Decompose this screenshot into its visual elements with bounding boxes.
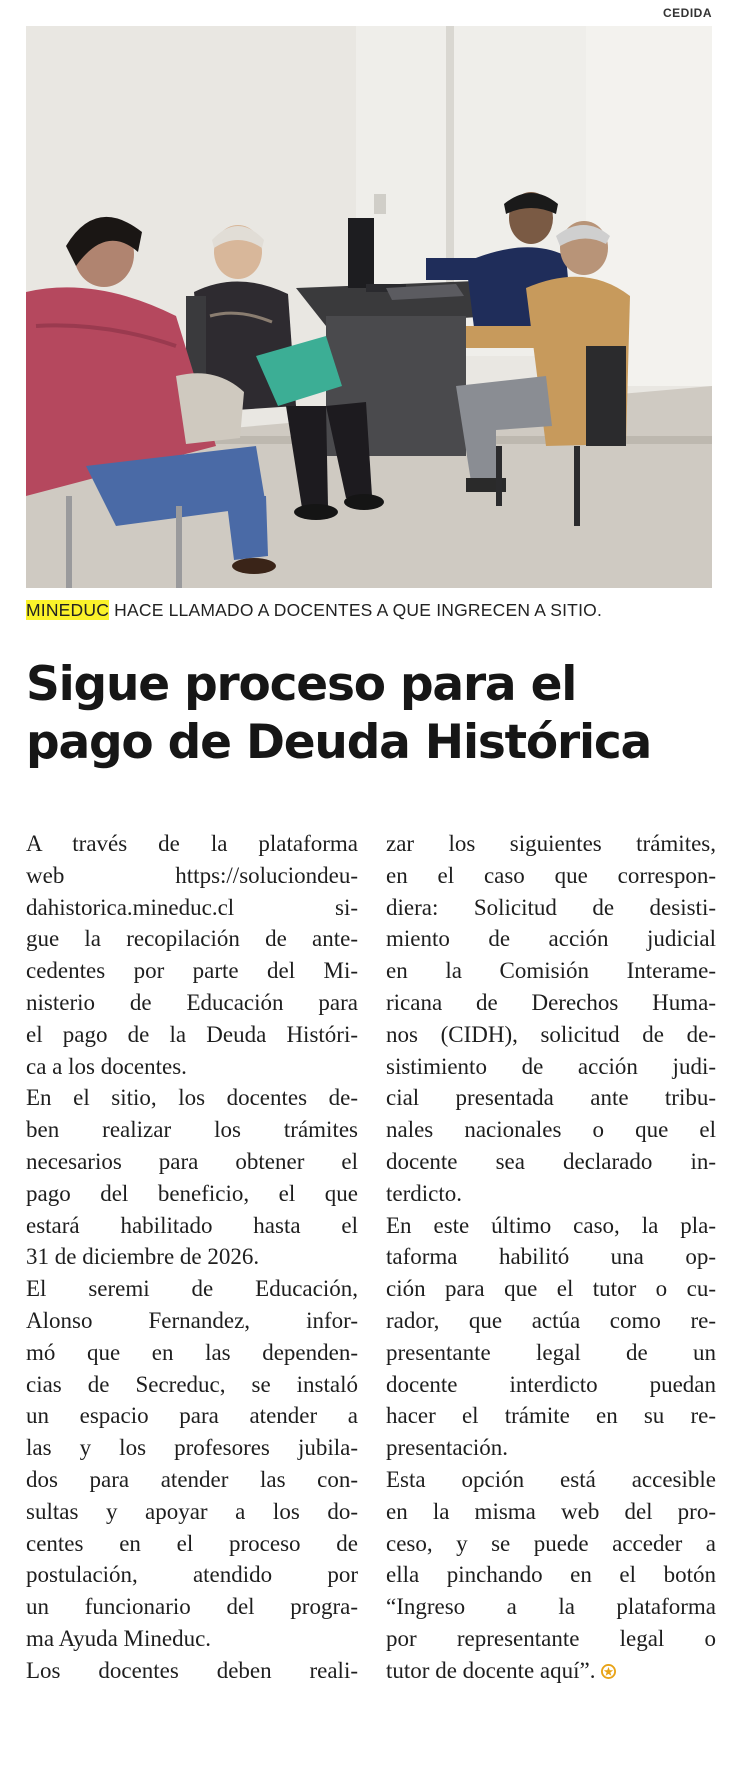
body-line-text: web https://soluciondeu- bbox=[26, 862, 358, 888]
body-line-text: dos para atender las con- bbox=[26, 1466, 358, 1492]
body-line-text: taforma habilitó una op- bbox=[386, 1244, 716, 1270]
body-line-text: un funcionario del progra- bbox=[26, 1594, 358, 1620]
article-photo bbox=[26, 26, 712, 588]
body-line bbox=[26, 1528, 358, 1560]
body-line bbox=[386, 1273, 716, 1305]
caption-text: HACE LLAMADO A DOCENTES A QUE INGRECEN A SITIO. bbox=[109, 600, 603, 620]
body-line bbox=[386, 1241, 716, 1273]
body-line-text: A través de la plataforma bbox=[26, 831, 358, 856]
body-line bbox=[386, 892, 716, 924]
body-line-text: El seremi de Educación, bbox=[26, 1276, 358, 1302]
body-line bbox=[386, 1464, 716, 1496]
body-line-text: presentación. bbox=[386, 1435, 508, 1461]
body-line-text: ben realizar los trámites bbox=[26, 1117, 358, 1143]
body-line-text: un espacio para atender a bbox=[26, 1403, 358, 1429]
body-line-text: zar los siguientes trámites, bbox=[386, 831, 716, 856]
body-line bbox=[26, 1400, 358, 1432]
body-line bbox=[26, 1082, 358, 1114]
body-line bbox=[26, 1146, 358, 1178]
body-line bbox=[26, 1273, 358, 1305]
body-line-text: “Ingreso a la plataforma bbox=[386, 1594, 716, 1620]
body-line-text: mó que en las dependen- bbox=[26, 1339, 358, 1365]
body-line-text: En este último caso, la pla- bbox=[386, 1212, 716, 1238]
body-line-text: en el caso que correspon- bbox=[386, 862, 716, 888]
body-line-text: centes en el proceso de bbox=[26, 1530, 358, 1556]
body-line-text: En el sitio, los docentes de- bbox=[26, 1085, 358, 1111]
body-line-text: ricana de Derechos Huma- bbox=[386, 989, 716, 1015]
body-line bbox=[386, 860, 716, 892]
body-line bbox=[386, 1655, 716, 1687]
body-line-text: ción para que el tutor o cu- bbox=[386, 1276, 716, 1302]
body-line-text: necesarios para obtener el bbox=[26, 1148, 358, 1174]
body-line bbox=[26, 1337, 358, 1369]
body-line-text: cias de Secreduc, se instaló bbox=[26, 1371, 358, 1397]
body-line-text: el pago de la Deuda Históri- bbox=[26, 1021, 358, 1047]
body-line-text: diera: Solicitud de desisti- bbox=[386, 894, 716, 920]
body-line-text: las y los profesores jubila- bbox=[26, 1435, 358, 1461]
body-line-text: sistimiento de acción judi- bbox=[386, 1053, 716, 1079]
body-line bbox=[26, 1305, 358, 1337]
body-line-text: Esta opción está accesible bbox=[386, 1466, 716, 1492]
body-line-text: rador, que actúa como re- bbox=[386, 1307, 716, 1333]
body-line bbox=[386, 828, 716, 860]
body-line-text: estará habilitado hasta el bbox=[26, 1212, 358, 1238]
body-line bbox=[386, 955, 716, 987]
body-line bbox=[26, 1496, 358, 1528]
body-line-text: ma Ayuda Mineduc. bbox=[26, 1625, 212, 1651]
body-line-text: postulación, atendido por bbox=[26, 1562, 358, 1588]
body-line-text: ceso, y se puede acceder a bbox=[386, 1530, 716, 1556]
body-line bbox=[386, 1369, 716, 1401]
body-line-text: en la Comisión Interame- bbox=[386, 958, 716, 984]
body-line bbox=[26, 1051, 358, 1083]
body-line bbox=[386, 1210, 716, 1242]
article-headline bbox=[26, 656, 716, 772]
body-line-text: sultas y apoyar a los do- bbox=[26, 1498, 358, 1524]
body-line bbox=[386, 1623, 716, 1655]
body-line-text: Alonso Fernandez, infor- bbox=[26, 1307, 358, 1333]
body-line-text: pago del beneficio, el que bbox=[26, 1180, 358, 1206]
body-line-text: tutor de docente aquí”. bbox=[386, 1657, 596, 1683]
body-line bbox=[386, 1146, 716, 1178]
body-line bbox=[26, 1241, 358, 1273]
body-line-text: docente interdicto puedan bbox=[386, 1371, 716, 1397]
caption-highlight: MINEDUC bbox=[26, 600, 110, 620]
headline-line-1: Sigue proceso para el bbox=[26, 657, 577, 712]
body-line-text: docente sea declarado in- bbox=[386, 1148, 716, 1174]
body-line-text: gue la recopilación de ante- bbox=[26, 926, 358, 952]
body-line bbox=[386, 1559, 716, 1591]
body-line bbox=[26, 1369, 358, 1401]
body-line bbox=[26, 987, 358, 1019]
body-line-text: terdicto. bbox=[386, 1180, 462, 1206]
body-line bbox=[26, 1432, 358, 1464]
body-line bbox=[26, 1623, 358, 1655]
body-line-text: Los docentes deben reali- bbox=[26, 1657, 358, 1683]
body-line-text: nos (CIDH), solicitud de de- bbox=[386, 1021, 716, 1047]
body-line bbox=[386, 1400, 716, 1432]
body-line-text: hacer el trámite en su re- bbox=[386, 1403, 716, 1429]
body-line-text: miento de acción judicial bbox=[386, 926, 716, 952]
body-line bbox=[26, 923, 358, 955]
body-line-text: ella pinchando en el botón bbox=[386, 1562, 716, 1588]
body-line bbox=[26, 892, 358, 924]
body-line bbox=[386, 923, 716, 955]
body-line-text: dahistorica.mineduc.cl si- bbox=[26, 894, 358, 920]
photo-caption bbox=[26, 600, 716, 621]
body-line bbox=[26, 1114, 358, 1146]
body-line bbox=[26, 1178, 358, 1210]
body-line bbox=[386, 1019, 716, 1051]
body-line bbox=[386, 1591, 716, 1623]
body-line-text: cedentes por parte del Mi- bbox=[26, 958, 358, 984]
body-line bbox=[386, 987, 716, 1019]
star-circle-icon bbox=[601, 1664, 616, 1679]
body-line bbox=[386, 1114, 716, 1146]
body-line-text: por representante legal o bbox=[386, 1625, 716, 1651]
photo-credit: CEDIDA bbox=[662, 6, 712, 20]
body-line bbox=[26, 1559, 358, 1591]
body-column-right bbox=[386, 828, 716, 1687]
body-line bbox=[26, 955, 358, 987]
body-line bbox=[386, 1051, 716, 1083]
body-line bbox=[26, 828, 358, 860]
body-line-text: ca a los docentes. bbox=[26, 1053, 187, 1079]
body-line-text: cial presentada ante tribu- bbox=[386, 1085, 716, 1111]
body-line-text: presentante legal de un bbox=[386, 1339, 716, 1365]
body-line bbox=[386, 1082, 716, 1114]
body-line bbox=[26, 1210, 358, 1242]
body-line bbox=[386, 1528, 716, 1560]
headline-line-2: pago de Deuda Histórica bbox=[26, 715, 652, 770]
body-line bbox=[26, 860, 358, 892]
body-line bbox=[26, 1655, 358, 1687]
body-line-text: nales nacionales o que el bbox=[386, 1117, 716, 1143]
body-line-text: 31 de diciembre de 2026. bbox=[26, 1244, 260, 1270]
body-line bbox=[386, 1178, 716, 1210]
body-line bbox=[386, 1496, 716, 1528]
body-line bbox=[26, 1464, 358, 1496]
body-line bbox=[386, 1337, 716, 1369]
body-column-left bbox=[26, 828, 358, 1687]
body-line bbox=[26, 1019, 358, 1051]
body-line-text: nisterio de Educación para bbox=[26, 989, 358, 1015]
body-line bbox=[386, 1305, 716, 1337]
body-line bbox=[26, 1591, 358, 1623]
body-line bbox=[386, 1432, 716, 1464]
body-line-text: en la misma web del pro- bbox=[386, 1498, 716, 1524]
